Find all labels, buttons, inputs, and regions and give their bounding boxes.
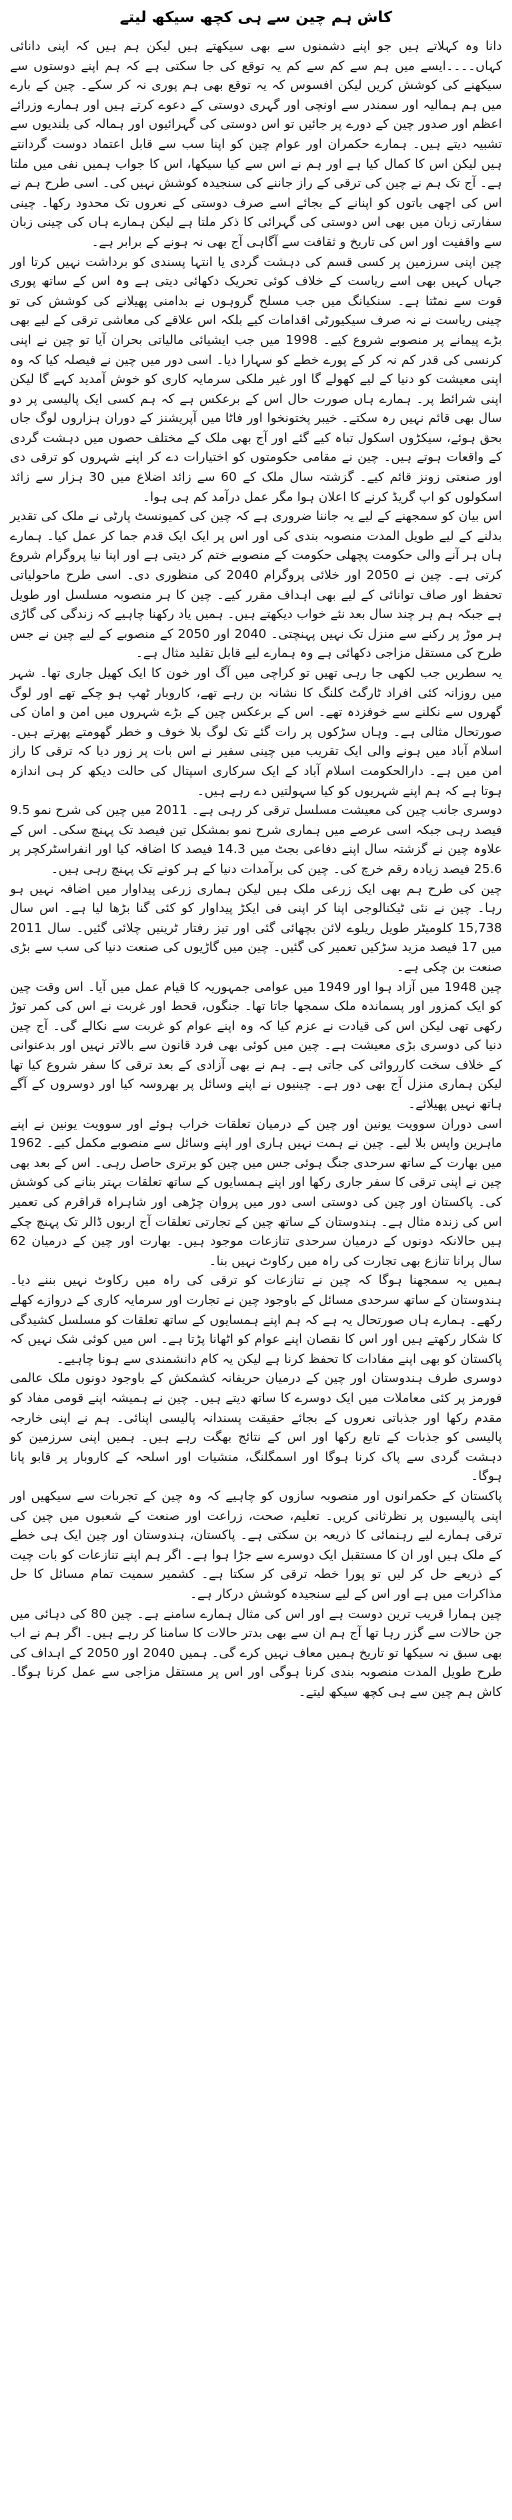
article-paragraph: اس بیان کو سمجھنے کے لیے یہ جاننا ضروری ہے کہ چین کی کمیونسٹ پارٹی نے ملک کی تقدیر بدلنے کے لیے طویل المدت منصوبہ بندی کی اور اس پر ایک ایک قدم جما کر عمل کیا۔ ہمارے ہاں ہر آنے والی حکومت پچھلی حکومت کے منصوبے ختم کر دیتی ہے اور اپنا نیا پروگرام شروع کرتی ہے۔ چین نے 2050 اور خلائی پروگرام 2040 کی منظوری دی۔ اسی طرح ماحولیاتی تحفظ اور صاف توانائی کے لیے بھی اہداف مقرر کیے۔ چین کا ہر منصوبہ مسلسل اور طویل ہے جبکہ ہم ہر چند سال بعد نئے خواب دیکھتے ہیں۔ ہمیں یاد رکھنا چاہیے کہ زندگی کی گاڑی ہر موڑ پر رکنے سے منزل تک نہیں پہنچتی۔ 2040 اور 2050 کے منصوبے کے لیے چین نے جس طرح کی مستقل مزاجی دکھائی ہے وہ ہمارے لیے قابل تقلید مثال ہے۔ xyxy=(10,508,503,661)
article-paragraph: اسی دوران سوویت یونین اور چین کے درمیان تعلقات خراب ہوئے اور سوویت یونین نے اپنے ماہرین واپس بلا لیے۔ چین نے ہمت نہیں ہاری اور اپنے وسائل سے منصوبے مکمل کیے۔ 1962 میں بھارت کے ساتھ سرحدی جنگ ہوئی جس میں چین کو برتری حاصل رہی۔ اس کے بعد بھی چین نے اپنی ترقی کا سفر جاری رکھا اور اپنے ہمسایوں کے ساتھ تعلقات بہتر بنانے کی کوشش کی۔ پاکستان اور چین کی دوستی اسی دور میں پروان چڑھی اور شاہراہ قراقرم کی تعمیر اس کی زندہ مثال ہے۔ ہندوستان کے ساتھ چین کے تجارتی تعلقات آج اربوں ڈالر تک پہنچ چکے ہیں حالانکہ دونوں کے درمیان سرحدی تنازعات موجود ہیں۔ بھارت اور چین کے درمیان 62 سال پرانا تنازع بھی تجارت کی راہ میں رکاوٹ نہیں بنا۔ xyxy=(10,1115,502,1268)
article-body xyxy=(10,36,502,1701)
article-paragraph: دوسری طرف ہندوستان اور چین کے درمیان حریفانہ کشمکش کے باوجود دونوں ملک عالمی فورمز پر کئی معاملات میں ایک دوسرے کا ساتھ دیتے ہیں۔ چین نے ہمیشہ اپنے قومی مفاد کو مقدم رکھا اور جذباتی نعروں کے بجائے حقیقت پسندانہ پالیسی اپنائی۔ ہم نے اپنی خارجہ پالیسی کو جذبات کے تابع رکھا اور اس کے نتائج بھگت رہے ہیں۔ ہمیں اپنی سرزمین کو دہشت گردی سے پاک کرنا ہوگا اور اسمگلنگ، منشیات اور اسلحہ کے کاروبار پر قابو پانا ہوگا۔ xyxy=(10,1370,502,1484)
article-paragraph: پاکستان کے حکمرانوں اور منصوبہ سازوں کو چاہیے کہ وہ چین کے تجربات سے سیکھیں اور اپنی پالیسیوں پر نظرثانی کریں۔ تعلیم، صحت، زراعت اور صنعت کے شعبوں میں چین کی ترقی ہمارے لیے رہنمائی کا ذریعہ بن سکتی ہے۔ پاکستان، ہندوستان اور چین ایک ہی خطے کے ملک ہیں اور ان کا مستقبل ایک دوسرے سے جڑا ہوا ہے۔ اگر ہم اپنے تنازعات کو بات چیت کے ذریعے حل کر لیں تو پورا خطہ ترقی کر سکتا ہے۔ کشمیر سمیت تمام مسائل کا حل مذاکرات میں ہے اور اس کے لیے سنجیدہ کوشش درکار ہے۔ xyxy=(10,1487,502,1601)
article-paragraph: چین کی طرح ہم بھی ایک زرعی ملک ہیں لیکن ہماری زرعی پیداوار میں اضافہ نہیں ہو رہا۔ چین نے نئی ٹیکنالوجی اپنا کر اپنی فی ایکڑ پیداوار کو کئی گنا بڑھا لیا ہے۔ اس سال 15,738 کلومیٹر طویل ریلوے لائن بچھائی گئی اور تیز رفتار ٹرینیں چلائی گئیں۔ سال 2011 میں 17 فیصد مزید سڑکیں تعمیر کی گئیں۔ چین میں گاڑیوں کی صنعت دنیا کی سب سے بڑی صنعت بن چکی ہے۔ xyxy=(10,880,502,974)
article-paragraph: چین ہمارا قریب ترین دوست ہے اور اس کی مثال ہمارے سامنے ہے۔ چین 80 کی دہائی میں جن حالات سے گزر رہا تھا آج ہم ان سے بھی بدتر حالات کا سامنا کر رہے ہیں۔ اگر ہم نے اب بھی سبق نہ سیکھا تو تاریخ ہمیں معاف نہیں کرے گی۔ ہمیں 2040 اور 2050 کے اہداف کی طرح طویل المدت منصوبہ بندی کرنا ہوگی اور اس پر مستقل مزاجی سے عمل کرنا ہوگا۔ کاش ہم چین سے ہی کچھ سیکھ لیتے۔ xyxy=(10,1605,502,1699)
article-paragraph: ہمیں یہ سمجھنا ہوگا کہ چین نے تنازعات کو ترقی کی راہ میں رکاوٹ نہیں بننے دیا۔ ہندوستان کے ساتھ سرحدی مسائل کے باوجود چین نے تجارت اور سرمایہ کاری کے دروازے کھلے رکھے۔ ہمارے ہاں صورتحال یہ ہے کہ ہم اپنے ہمسایوں کے ساتھ تعلقات کو مسلسل کشیدگی کا شکار رکھتے ہیں اور اس کا نقصان اپنے عوام کو اٹھانا پڑتا ہے۔ اس میں کوئی شک نہیں کہ پاکستان کو بھی اپنے مفادات کا تحفظ کرنا ہے لیکن یہ کام دانشمندی سے ہونا چاہیے۔ xyxy=(10,1272,502,1366)
article-paragraph: دوسری جانب چین کی معیشت مسلسل ترقی کر رہی ہے۔ 2011 میں چین کی شرح نمو 9.5 فیصد رہی جبکہ اسی عرصے میں ہماری شرح نمو بمشکل تین فیصد تک پہنچ سکی۔ اس کے علاوہ چین نے گزشتہ سال اپنے دفاعی بجٹ میں 14.3 فیصد کا اضافہ کیا اور انفراسٹرکچر پر 25.6 فیصد زیادہ رقم خرچ کی۔ چین کی برآمدات دنیا کے ہر کونے تک پہنچ رہی ہیں۔ xyxy=(10,802,502,876)
article-paragraph: یہ سطریں جب لکھی جا رہی تھیں تو کراچی میں آگ اور خون کا ایک کھیل جاری تھا۔ شہر میں روزانہ کئی افراد ٹارگٹ کلنگ کا نشانہ بن رہے تھے، کاروبار ٹھپ ہو چکے تھے اور لوگ گھروں سے نکلنے سے خوفزدہ تھے۔ اس کے برعکس چین کے بڑے شہروں میں امن و امان کی صورتحال مثالی ہے۔ وہاں سڑکوں پر رات گئے تک لوگ بلا خوف و خطر گھومتے پھرتے ہیں۔ اسلام آباد میں ہونے والی ایک تقریب میں چینی سفیر نے اس بات پر زور دیا کہ ترقی کا راز امن میں ہے۔ دارالحکومت اسلام آباد کے ایک سرکاری اسپتال کی حالت دیکھ کر ہی اندازہ ہوتا ہے کہ ہم اپنے شہریوں کو کیا سہولتیں دے رہے ہیں۔ xyxy=(10,665,502,798)
article-headline: کاش ہم چین سے ہی کچھ سیکھ لیتے xyxy=(119,8,393,26)
article-paragraph: دانا وہ کہلاتے ہیں جو اپنے دشمنوں سے بھی سیکھتے ہیں لیکن ہم ہیں کہ اپنی دانائی کہاں۔۔۔۔ایسے میں ہم سے کم سے کم یہ توقع کی جا سکتی ہے کہ ہم اپنے دوستوں سے سیکھنے کی کوشش کریں لیکن افسوس کہ یہ توقع بھی ہم پوری نہ کر سکے۔ چین کے بارے میں ہم ہمالیہ اور سمندر سے اونچی اور گہری دوستی کے دعوے کرتے ہیں اور ہمارے وزرائے اعظم اور صدور چین کے دورے پر جائیں تو اس دوستی کی گہرائیوں اور ہمالہ کی بلندیوں سے تشبیہ دیتے ہیں۔ ہمارے حکمران اور عوام چین کو اپنا سب سے قابل اعتماد دوست گردانتے ہیں لیکن اس کا کمال کیا ہے اور ہم نے اس سے کیا سیکھا، اس کا جواب ہمیں نفی میں ملتا ہے۔ آج تک ہم نے چین کی ترقی کے راز جاننے کی سنجیدہ کوشش نہیں کی۔ اسی طرح ہم نے اس کی اچھی باتوں کو اپنانے کے بجائے اسے صرف دوستی کے نعروں تک محدود رکھا۔ چینی سفارتی زبان میں بھی اس دوستی کی گہرائی کا ذکر ملتا ہے لیکن ہمارے ہاں کی چینی زبان سے واقفیت اور اس کی تاریخ و ثقافت سے آگاہی آج بھی نہ ہونے کے برابر ہے۔ xyxy=(10,38,502,249)
article-paragraph: چین 1948 میں آزاد ہوا اور 1949 میں عوامی جمہوریہ کا قیام عمل میں آیا۔ اس وقت چین کو ایک کمزور اور پسماندہ ملک سمجھا جاتا تھا۔ جنگوں، قحط اور غربت نے اس کی کمر توڑ رکھی تھی لیکن اس کی قیادت نے عزم کیا کہ وہ اپنے عوام کو غربت سے نکالے گی۔ آج چین دنیا کی دوسری بڑی معیشت ہے۔ چین میں کوئی بھی فرد قانون سے بالاتر نہیں اور بدعنوانی کے خلاف سخت کارروائی کی جاتی ہے۔ ہم نے بھی آزادی کے بعد ترقی کا سفر شروع کیا تھا لیکن ہماری منزل آج بھی دور ہے۔ چینیوں نے اپنے وسائل پر بھروسہ کیا اور دوسروں کے آگے ہاتھ نہیں پھیلائے۔ xyxy=(10,978,502,1112)
article-paragraph: چین اپنی سرزمین پر کسی قسم کی دہشت گردی یا انتہا پسندی کو برداشت نہیں کرتا اور جہاں کہیں بھی اسے ریاست کے خلاف کوئی تحریک دکھائی دیتی ہے وہ اس کے ساتھ پوری قوت سے نمٹتا ہے۔ سنکیانگ میں جب مسلح گروہوں نے بدامنی پھیلانے کی کوشش کی تو چینی ریاست نے نہ صرف سیکیورٹی اقدامات کیے بلکہ اس علاقے کی معاشی ترقی کے لیے بھی بڑے پیمانے پر منصوبے شروع کیے۔ 1998 میں جب ایشیائی مالیاتی بحران آیا تو چین نے اپنی کرنسی کی قدر کم نہ کر کے پورے خطے کو سہارا دیا۔ اسی دور میں چین نے فیصلہ کیا کہ وہ اپنی معیشت کو دنیا کے لیے کھولے گا اور غیر ملکی سرمایہ کاری کو خوش آمدید کہے گا لیکن اپنی شرائط پر۔ ہمارے ہاں صورت حال اس کے برعکس ہے کہ ہم کسی ایک پالیسی پر دو سال بھی قائم نہیں رہ سکتے۔ خیبر پختونخوا اور فاٹا میں آپریشنز کے دوران ہزاروں لوگ جاں بحق ہوئے، سیکڑوں اسکول تباہ کیے گئے اور آج بھی ملک کے مختلف حصوں میں دہشت گردی کے واقعات ہوتے ہیں۔ چین نے مقامی حکومتوں کو اختیارات دے کر اپنے شہروں کو ترقی دی اور صنعتی زونز قائم کیے۔ گزشتہ سال ملک کے 60 سے زائد اضلاع میں 30 ہزار سے زائد اسکولوں کو اپ گریڈ کرنے کا اعلان ہوا مگر عمل درآمد کم ہی ہوا۔ xyxy=(10,253,503,504)
